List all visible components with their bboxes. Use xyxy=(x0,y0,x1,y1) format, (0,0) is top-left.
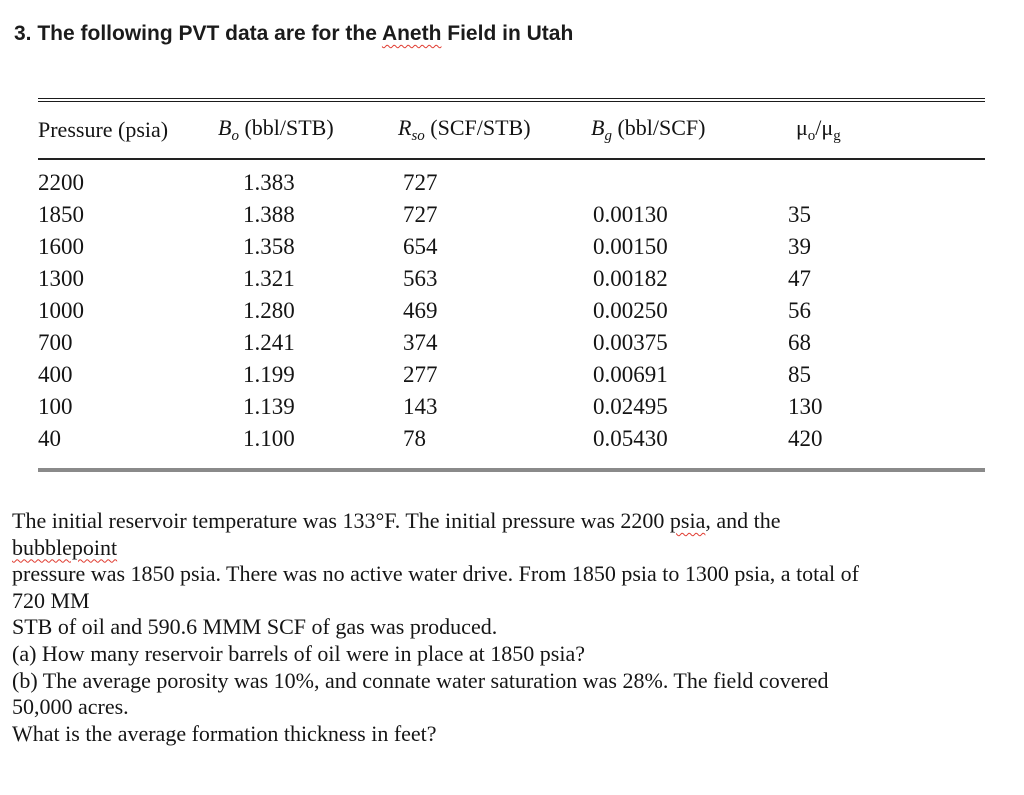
cell-pressure: 700 xyxy=(38,330,73,355)
statement-line: 720 MM xyxy=(12,587,90,613)
table-row xyxy=(38,423,985,470)
cell-pressure: 1850 xyxy=(38,202,84,227)
question-thickness: What is the average formation thickness in feet? xyxy=(12,720,437,746)
cell-rso: 727 xyxy=(403,202,438,227)
cell-visc: 420 xyxy=(788,426,823,451)
cell-bg: 0.00691 xyxy=(593,362,668,387)
cell-visc: 39 xyxy=(788,234,811,259)
column-header-viscosity-ratio: $\mu_o/\mu_g$ xyxy=(788,100,985,159)
cell-rso: 727 xyxy=(403,170,438,195)
cell-bg xyxy=(591,159,788,199)
cell-bo: 1.199 xyxy=(243,362,295,387)
column-header-pressure: Pressure (psia) xyxy=(38,100,218,159)
table-row xyxy=(38,327,985,359)
problem-statement xyxy=(12,508,859,747)
cell-visc: 130 xyxy=(788,394,823,419)
cell-visc: 35 xyxy=(788,202,811,227)
cell-bo: 1.388 xyxy=(243,202,295,227)
column-header-bg: $B_g$ (bbl/SCF) xyxy=(591,100,788,159)
cell-pressure: 400 xyxy=(38,362,73,387)
statement-line: pressure was 1850 psia. There was no active water drive. From 1850 psia to 1300 psia, a total of xyxy=(12,561,859,587)
cell-bo: 1.280 xyxy=(243,298,295,323)
cell-bo: 1.321 xyxy=(243,266,295,291)
cell-visc xyxy=(788,159,985,199)
table-row xyxy=(38,359,985,391)
table-row xyxy=(38,391,985,423)
table-row xyxy=(38,231,985,263)
cell-pressure: 40 xyxy=(38,426,61,451)
cell-bg: 0.00375 xyxy=(593,330,668,355)
cell-bg: 0.00250 xyxy=(593,298,668,323)
cell-visc: 56 xyxy=(788,298,811,323)
cell-visc: 47 xyxy=(788,266,811,291)
misspelled-word: bubblepoint xyxy=(12,534,118,560)
table-row xyxy=(38,199,985,231)
cell-rso: 143 xyxy=(403,394,438,419)
cell-rso: 469 xyxy=(403,298,438,323)
cell-bo: 1.241 xyxy=(243,330,295,355)
title-text-pre: 3. The following PVT data are for the xyxy=(14,22,382,45)
column-header-bo: $B_o$ (bbl/STB) xyxy=(218,100,398,159)
cell-bo: 1.100 xyxy=(243,426,295,451)
title-misspelled-word: Aneth xyxy=(381,22,442,45)
table-row xyxy=(38,159,985,199)
misspelled-word: psia xyxy=(669,508,706,533)
cell-bo: 1.139 xyxy=(243,394,295,419)
cell-bo: 1.383 xyxy=(243,170,295,195)
cell-rso: 277 xyxy=(403,362,438,387)
cell-pressure: 1000 xyxy=(38,298,84,323)
cell-pressure: 2200 xyxy=(38,170,84,195)
cell-bo: 1.358 xyxy=(243,234,295,259)
cell-rso: 78 xyxy=(403,426,426,451)
cell-rso: 374 xyxy=(403,330,438,355)
question-a: (a) How many reservoir barrels of oil were in place at 1850 psia? xyxy=(12,640,585,666)
column-header-rso: $R_{so}$ (SCF/STB) xyxy=(398,100,591,159)
cell-visc: 68 xyxy=(788,330,811,355)
cell-bg: 0.00182 xyxy=(593,266,668,291)
pvt-table-container xyxy=(38,98,985,472)
cell-bg: 0.02495 xyxy=(593,394,668,419)
statement-line: STB of oil and 590.6 MMM SCF of gas was produced. xyxy=(12,614,498,640)
statement-line: The initial reservoir temperature was 133°F. The initial pressure was 2200 psia, and the xyxy=(12,508,781,533)
cell-pressure: 100 xyxy=(38,394,73,419)
cell-bg: 0.00130 xyxy=(593,202,668,227)
cell-rso: 654 xyxy=(403,234,438,259)
cell-bg: 0.00150 xyxy=(593,234,668,259)
cell-rso: 563 xyxy=(403,266,438,291)
pvt-data-table xyxy=(38,98,985,472)
title-text-post: Field in Utah xyxy=(441,22,574,45)
table-row xyxy=(38,263,985,295)
table-header-row xyxy=(38,100,985,159)
table-row xyxy=(38,295,985,327)
problem-title xyxy=(14,22,573,46)
cell-pressure: 1300 xyxy=(38,266,84,291)
cell-pressure: 1600 xyxy=(38,234,84,259)
cell-bg: 0.05430 xyxy=(593,426,668,451)
question-b: (b) The average porosity was 10%, and connate water saturation was 28%. The field covered xyxy=(12,667,829,693)
statement-line: 50,000 acres. xyxy=(12,694,129,720)
cell-visc: 85 xyxy=(788,362,811,387)
statement-line xyxy=(12,535,859,562)
